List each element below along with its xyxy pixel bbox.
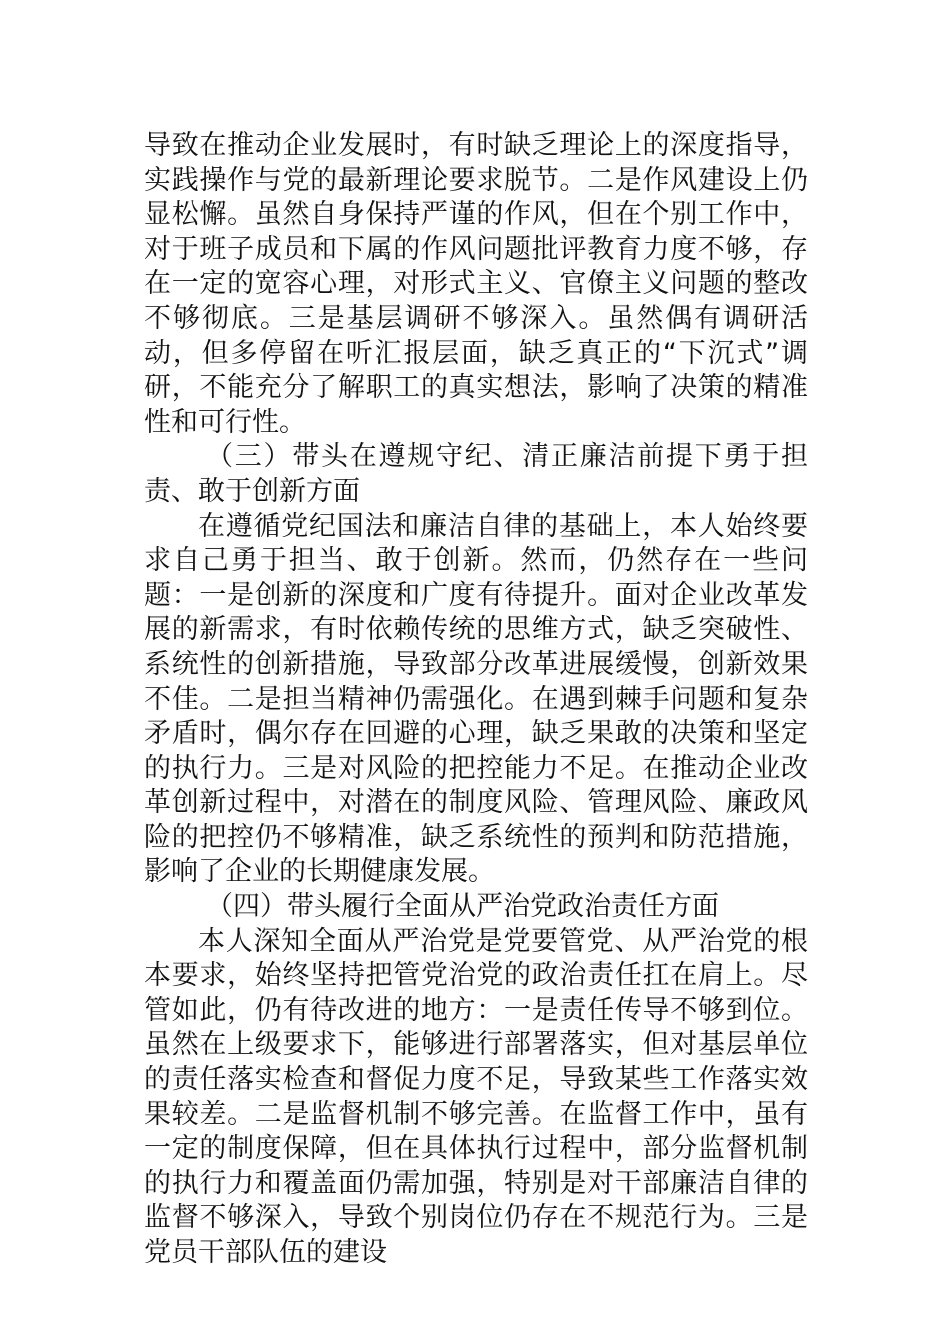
section-heading-4: （四）带头履行全面从严治党政治责任方面 [206, 891, 719, 923]
body-paragraph-section-4: 本人深知全面从严治党是党要管党、从严治党的根本要求，始终坚持把管党治党的政治责任扛在肩上。尽管如此，仍有待改进的地方：一是责任传导不够到位。虽然在上级要求下，能够进行部署落实，但对基层单位的责任落实检查和督促力度不足，导致某些工作落实效果较差。二是监督机制不够完善。在监督工作中，虽有一定的制度保障，但在具体执行过程中，部分监督机制的执行力和覆盖面仍需加强，特别是对干部廉洁自律的监督不够深入，导致个别岗位仍存在不规范行为。三是党员干部队伍的建设 [144, 925, 808, 1268]
body-paragraph-section-3: 在遵循党纪国法和廉洁自律的基础上，本人始终要求自己勇于担当、敢于创新。然而，仍然存在一些问题：一是创新的深度和广度有待提升。面对企业改革发展的新需求，有时依赖传统的思维方式，缺乏突破性、系统性的创新措施，导致部分改革进展缓慢，创新效果不佳。二是担当精神仍需强化。在遇到棘手问题和复杂矛盾时，偶尔存在回避的心理，缺乏果敢的决策和坚定的执行力。三是对风险的把控能力不足。在推动企业改革创新过程中，对潜在的制度风险、管理风险、廉政风险的把控仍不够精准，缺乏系统性的预判和防范措施，影响了企业的长期健康发展。 [144, 510, 808, 888]
body-paragraph-continuation: 导致在推动企业发展时，有时缺乏理论上的深度指导，实践操作与党的最新理论要求脱节。二是作风建设上仍显松懈。虽然自身保持严谨的作风，但在个别工作中，对于班子成员和下属的作风问题批评教育力度不够，存在一定的宽容心理，对形式主义、官僚主义问题的整改不够彻底。三是基层调研不够深入。虽然偶有调研活动，但多停留在听汇报层面，缺乏真正的“下沉式”调研，不能充分了解职工的真实想法，影响了决策的精准性和可行性。 [144, 130, 808, 438]
section-heading-3: （三）带头在遵规守纪、清正廉洁前提下勇于担责、敢于创新方面 [144, 441, 808, 507]
document-body [144, 129, 808, 1271]
